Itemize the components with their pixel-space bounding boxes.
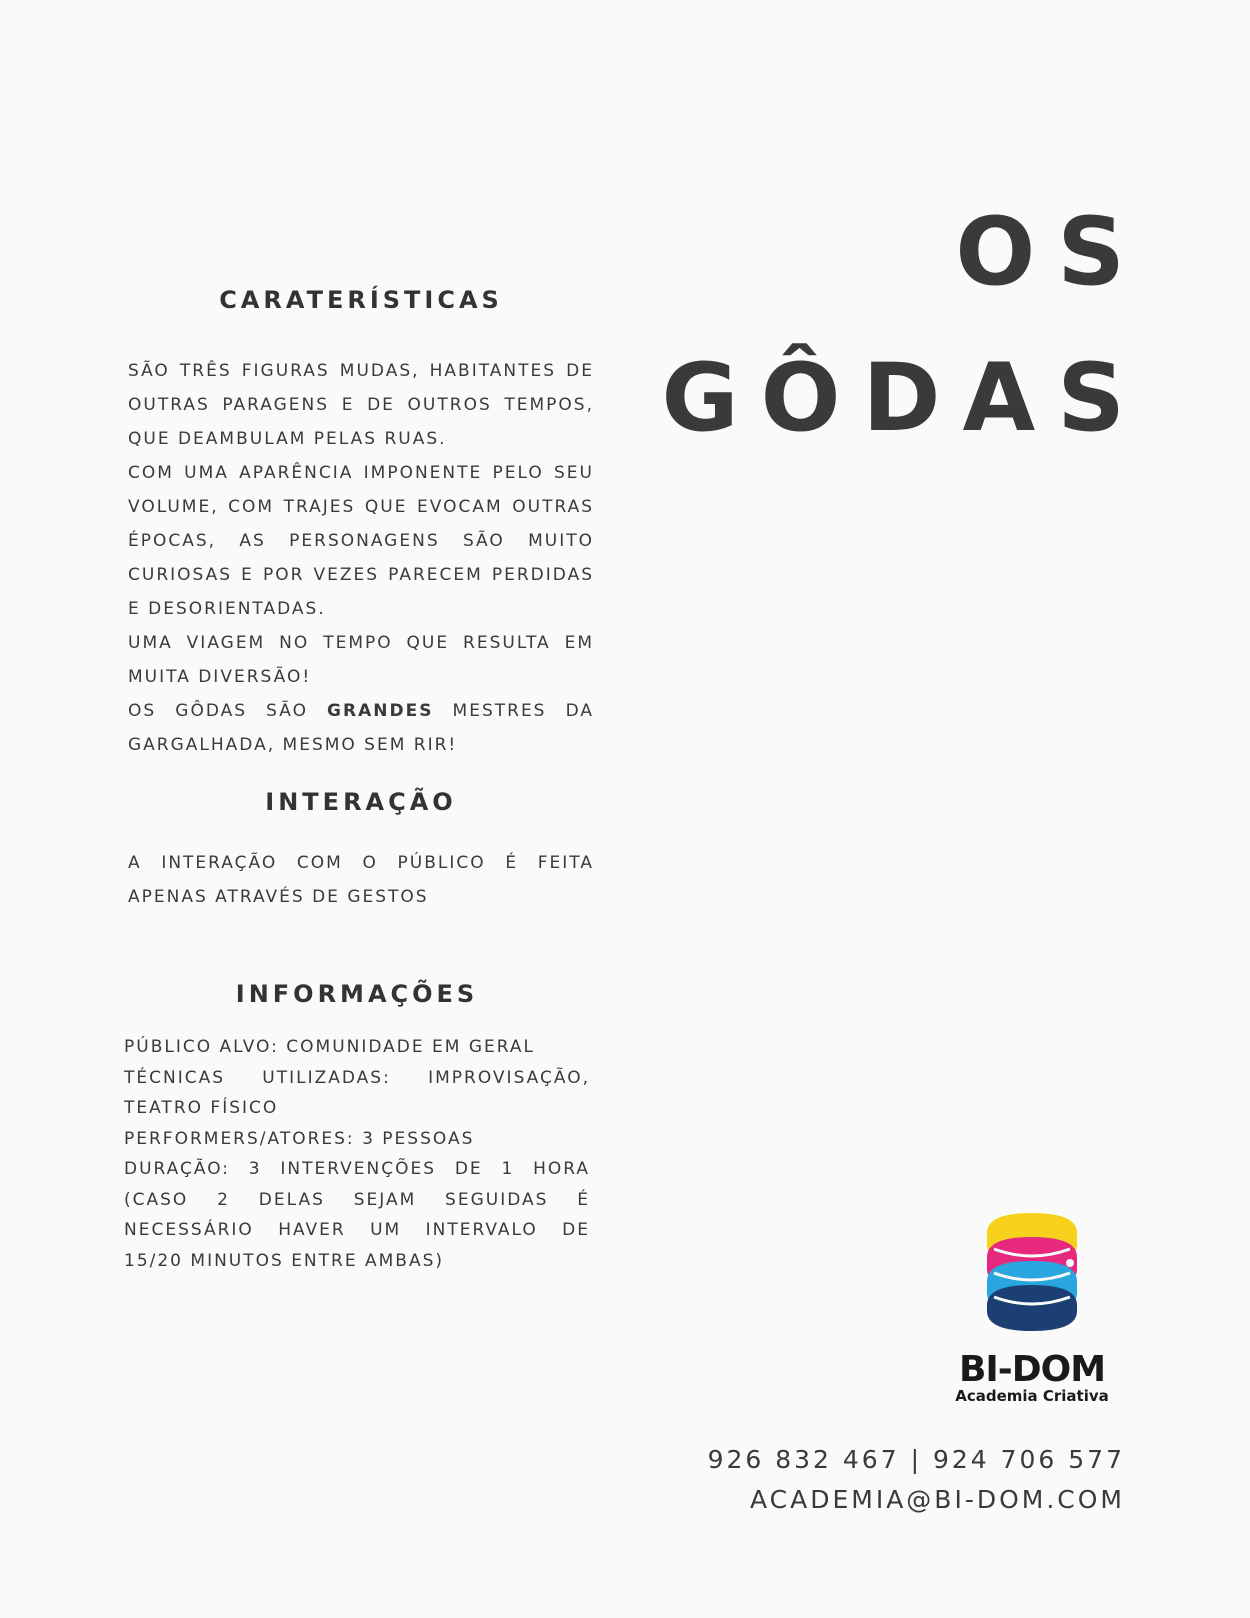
interacao-section [128, 788, 594, 914]
title-line-2: GÔDAS [661, 344, 1147, 453]
informacoes-heading: INFORMAÇÕES [235, 980, 479, 1008]
text-line: GARGALHADA, MESMO SEM RIR! [128, 735, 458, 755]
interacao-heading: INTERAÇÃO [265, 788, 457, 816]
text-line: 15/20 MINUTOS ENTRE AMBAS) [124, 1250, 445, 1271]
page-title [661, 180, 1147, 472]
text-line: NECESSÁRIO HAVER UM INTERVALO DE [124, 1220, 590, 1240]
caracteristicas-section [128, 286, 594, 762]
title-line-1: OS [955, 198, 1147, 307]
interacao-text [128, 846, 594, 914]
text-line: MUITA DIVERSÃO! [128, 667, 312, 687]
informacoes-text [124, 1032, 590, 1276]
text-line: DURAÇÃO: 3 INTERVENÇÕES DE 1 HORA [124, 1159, 590, 1179]
text-line: TEATRO FÍSICO [124, 1098, 279, 1118]
caracteristicas-heading: CARATERÍSTICAS [219, 286, 503, 314]
text-line: CURIOSAS E POR VEZES PARECEM PERDIDAS [128, 565, 594, 585]
text-line: SÃO TRÊS FIGURAS MUDAS, HABITANTES DE [128, 361, 594, 381]
bi-dom-logo-icon [942, 1205, 1122, 1405]
bold-word: GRANDES [327, 701, 434, 721]
text-line: A INTERAÇÃO COM O PÚBLICO É FEITA [128, 853, 594, 873]
text-line: PERFORMERS/ATORES: 3 PESSOAS [124, 1128, 475, 1149]
text-line: QUE DEAMBULAM PELAS RUAS. [128, 429, 447, 449]
logo-subtitle: Academia Criativa [955, 1387, 1109, 1405]
informacoes-section [124, 980, 590, 1276]
text-line: OUTRAS PARAGENS E DE OUTROS TEMPOS, [128, 395, 594, 415]
text-line: E DESORIENTADAS. [128, 599, 326, 619]
contact-info [708, 1440, 1125, 1520]
text-line: UMA VIAGEM NO TEMPO QUE RESULTA EM [128, 633, 594, 653]
bi-dom-logo [942, 1205, 1122, 1405]
text-line: ÉPOCAS, AS PERSONAGENS SÃO MUITO [128, 531, 594, 551]
text-span: MESTRES DA [433, 701, 594, 721]
text-line [128, 694, 594, 728]
text-line: PÚBLICO ALVO: COMUNIDADE EM GERAL [124, 1037, 535, 1057]
text-line: TÉCNICAS UTILIZADAS: IMPROVISAÇÃO, [124, 1067, 590, 1088]
text-line: APENAS ATRAVÉS DE GESTOS [128, 887, 429, 907]
logo-name: BI-DOM [958, 1349, 1106, 1390]
text-line: VOLUME, COM TRAJES QUE EVOCAM OUTRAS [128, 497, 594, 517]
text-line: COM UMA APARÊNCIA IMPONENTE PELO SEU [128, 463, 594, 483]
email-address: ACADEMIA@BI-DOM.COM [749, 1485, 1125, 1514]
text-span: OS GÔDAS SÃO [128, 701, 328, 721]
phone-numbers: 926 832 467 | 924 706 577 [707, 1445, 1125, 1474]
text-line: (CASO 2 DELAS SEJAM SEGUIDAS É [124, 1189, 590, 1210]
caracteristicas-text [128, 354, 594, 762]
